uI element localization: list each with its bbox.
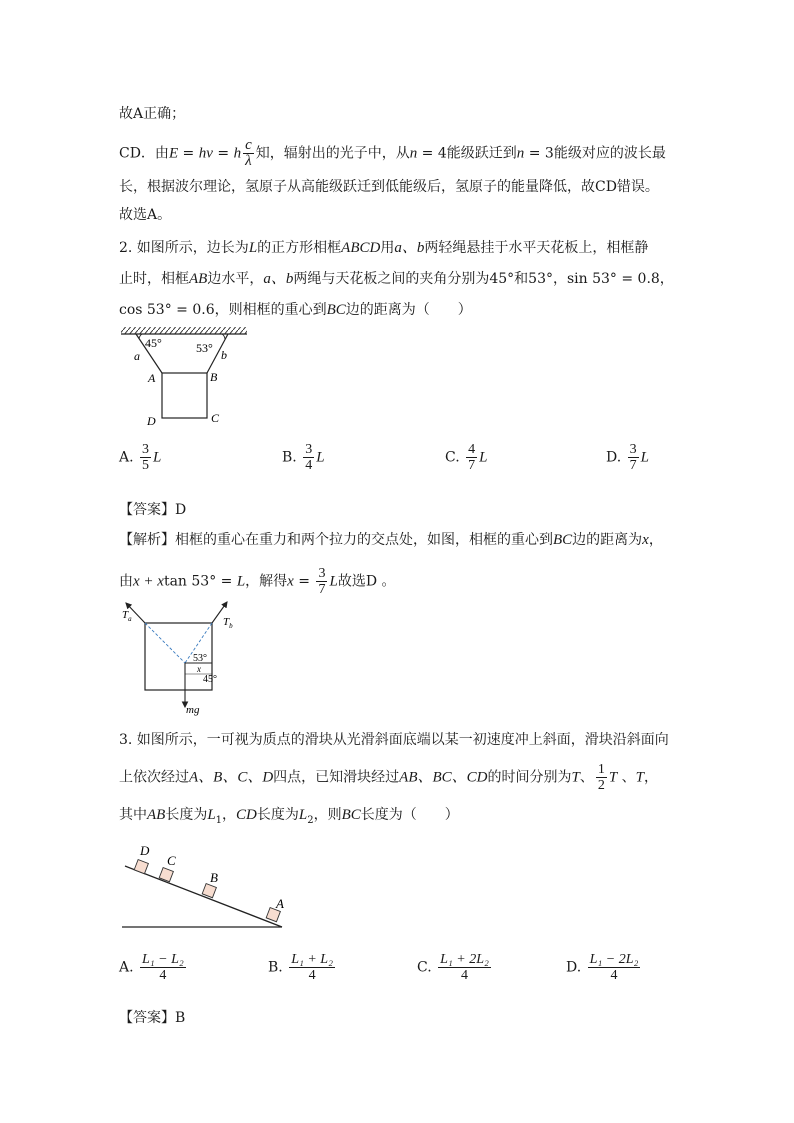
figure-incline xyxy=(118,838,298,933)
block-d xyxy=(134,860,148,874)
vertex-label: A xyxy=(148,371,156,385)
rope-label: b xyxy=(221,348,227,362)
distance-label: x xyxy=(197,664,201,674)
option-c[interactable]: C. $\frac{4}{7}$ L xyxy=(445,442,488,473)
option-c[interactable]: C. $\frac{\text{L₁ + 2L₂}}{4}$ xyxy=(417,952,489,983)
text-line: 长，根据波尔理论，氢原子从高能级跃迁到低能级后，氢原子的能量降低，故CD错误。 xyxy=(119,179,659,195)
option-d[interactable]: D. $\frac{3}{7}$ L xyxy=(606,442,649,473)
extension-line-a xyxy=(145,623,185,663)
fraction: $\frac{c}{\lambda}$ xyxy=(245,137,252,169)
text-line: 故选A。 xyxy=(119,207,172,223)
point-label: B xyxy=(210,870,218,885)
option-a[interactable]: A. $\frac{\text{L₁ − L₂}}{4}$ xyxy=(119,952,184,983)
option-b[interactable]: B. $\frac{\text{L₁ + L₂}}{4}$ xyxy=(268,952,333,983)
rope-label: a xyxy=(134,349,140,363)
question-3-text: 上依次经过A、B、C、D四点，已知滑块经过AB、BC、CD的时间分别为T、 $\frac{1}{2}$ T 、T， xyxy=(119,762,658,793)
figure-hanging-frame xyxy=(118,324,258,434)
option-b[interactable]: B. $\frac{3}{4}$ L xyxy=(282,442,325,473)
gravity-label: mg xyxy=(186,704,200,716)
ceiling-hatch xyxy=(121,327,247,334)
block-b xyxy=(202,884,216,898)
vertex-label: D xyxy=(147,414,156,428)
analysis-text: 由x + xtan 53° = L，解得x = $\frac{3}{7}$ L故选D 。 xyxy=(119,566,396,597)
text-line: CD．由E = hν = h $\frac{c}{\lambda}$ 知，辐射出的光子中，从n = 4能级跃迁到n = 3能级对应的波长最 xyxy=(119,137,666,169)
angle-label: 45° xyxy=(203,674,217,685)
analysis-text: 【解析】相框的重心在重力和两个拉力的交点处，如图，相框的重心到BC边的距离为x， xyxy=(119,532,663,548)
figure-force-diagram xyxy=(116,598,246,718)
question-2-text: cos 53° = 0.6，则相框的重心到BC边的距离为（ ） xyxy=(119,302,472,318)
incline xyxy=(125,866,282,927)
text-line: 故A正确； xyxy=(119,106,186,122)
vertex-label: B xyxy=(210,370,218,384)
question-3-text: 3. 如图所示，一可视为质点的滑块从光滑斜面底端以某一初速度冲上斜面，滑块沿斜面向 xyxy=(119,732,669,748)
question-2-text: 2. 如图所示，边长为L的正方形相框ABCD用a、b两轻绳悬挂于水平天花板上，相框静 xyxy=(119,240,649,256)
question-3-text: 其中AB长度为$L_1$，CD长度为$L_2$，则BC长度为（ ） xyxy=(119,807,459,826)
option-d[interactable]: D. $\frac{\text{L₁ − 2L₂}}{4}$ xyxy=(566,952,639,983)
option-a[interactable]: A. $\frac{3}{5}$ L xyxy=(119,442,162,473)
question-2-text: 止时，相框AB边水平，a、b两绳与天花板之间的夹角分别为45°和53°，sin 53° = 0.8， xyxy=(119,271,674,287)
point-label: D xyxy=(140,843,150,858)
vertex-label: C xyxy=(211,411,220,425)
answer-label: 【答案】D xyxy=(119,502,187,518)
angle-label: 45° xyxy=(145,336,162,350)
point-label: C xyxy=(167,853,176,868)
angle-label: 53° xyxy=(193,653,207,664)
angle-label: 53° xyxy=(196,341,213,355)
point-label: A xyxy=(276,896,284,911)
tension-b-label: $T_b$ xyxy=(223,616,233,630)
answer-label: 【答案】B xyxy=(119,1010,186,1026)
tension-a-label: $T_a$ xyxy=(122,609,132,623)
square-frame xyxy=(162,373,207,418)
